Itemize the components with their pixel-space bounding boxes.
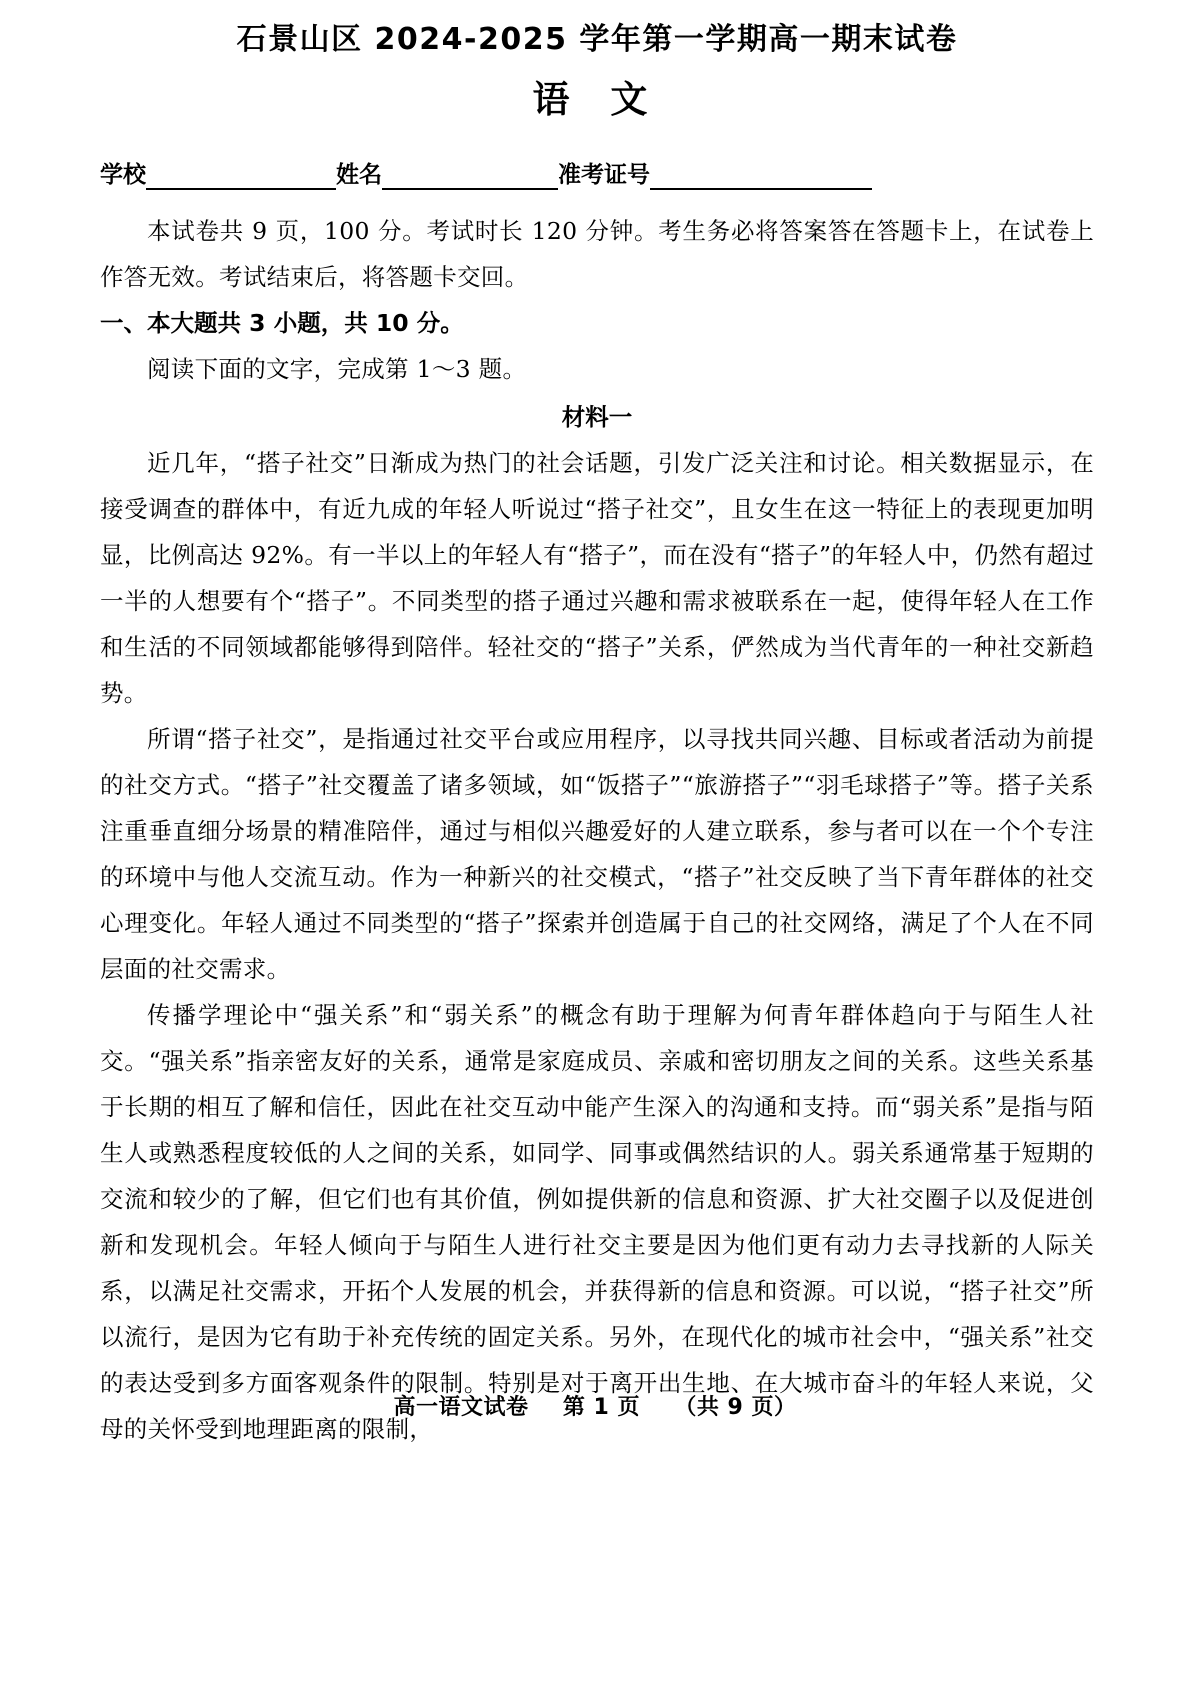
subject-title: 语 文 [532, 78, 662, 121]
footer-page-number: 第 1 页 [562, 1395, 640, 1420]
school-label: 学校 [100, 162, 146, 189]
admission-number-field[interactable] [558, 156, 872, 190]
material-paragraph: 所谓“搭子社交”，是指通过社交平台或应用程序，以寻找共同兴趣、目标或者活动为前提的社交方式。“搭子”社交覆盖了诸多领域，如“饭搭子”“旅游搭子”“羽毛球搭子”等。搭子关系注重垂直细分场景的精准陪伴，通过与相似兴趣爱好的人建立联系，参与者可以在一个个专注的环境中与他人交流互动。作为一种新兴的社交模式，“搭子”社交反映了当下青年群体的社交心理变化。年轻人通过不同类型的“搭子”探索并创造属于自己的社交网络，满足了个人在不同层面的社交需求。 [100, 725, 1094, 984]
material-paragraph: 近几年，“搭子社交”日渐成为热门的社会话题，引发广泛关注和讨论。相关数据显示，在接受调查的群体中，有近九成的年轻人听说过“搭子社交”，且女生在这一特征上的表现更加明显，比例高达 92%。有一半以上的年轻人有“搭子”，而在没有“搭子”的年轻人中，仍然有超过一半的人想要有个“搭子”。不同类型的搭子通过兴趣和需求被联系在一起，使得年轻人在工作和生活的不同领域都能够得到陪伴。轻社交的“搭子”关系，俨然成为当代青年的一种社交新趋势。 [100, 449, 1094, 708]
page-footer [0, 1390, 1190, 1421]
school-field[interactable] [100, 156, 336, 190]
name-label: 姓名 [336, 162, 382, 189]
material-heading: 材料一 [561, 403, 633, 432]
footer-paper-name: 高一语文试卷 [393, 1395, 529, 1420]
name-blank[interactable] [382, 166, 558, 190]
admission-number-label: 准考证号 [558, 162, 650, 189]
identity-row [100, 156, 1094, 190]
admission-number-blank[interactable] [650, 166, 872, 190]
material-paragraph: 传播学理论中“强关系”和“弱关系”的概念有助于理解为何青年群体趋向于与陌生人社交。“强关系”指亲密友好的关系，通常是家庭成员、亲戚和密切朋友之间的关系。这些关系基于长期的相互了解和信任，因此在社交互动中能产生深入的沟通和支持。而“弱关系”是指与陌生人或熟悉程度较低的人之间的关系，如同学、同事或偶然结识的人。弱关系通常基于短期的交流和较少的了解，但它们也有其价值，例如提供新的信息和资源、扩大社交圈子以及促进创新和发现机会。年轻人倾向于与陌生人进行社交主要是因为他们更有动力去寻找新的人际关系，以满足社交需求，开拓个人发展的机会，并获得新的信息和资源。可以说，“搭子社交”所以流行，是因为它有助于补充传统的固定关系。另外，在现代化的城市社会中，“强关系”社交的表达受到多方面客观条件的限制。特别是对于离开出生地、在大城市奋斗的年轻人来说，父母的关怀受到地理距离的限制， [100, 1001, 1094, 1444]
school-blank[interactable] [146, 166, 336, 190]
page-content [100, 0, 1094, 1452]
reading-prompt: 阅读下面的文字，完成第 1～3 题。 [147, 355, 527, 384]
section-heading: 一、本大题共 3 小题，共 10 分。 [100, 309, 464, 338]
footer-total-pages: （共 9 页） [674, 1395, 797, 1420]
page-title: 石景山区 2024-2025 学年第一学期高一期末试卷 [236, 22, 958, 57]
name-field[interactable] [336, 156, 558, 190]
exam-instructions: 本试卷共 9 页，100 分。考试时长 120 分钟。考生务必将答案答在答题卡上，在试卷上作答无效。考试结束后，将答题卡交回。 [100, 217, 1094, 292]
